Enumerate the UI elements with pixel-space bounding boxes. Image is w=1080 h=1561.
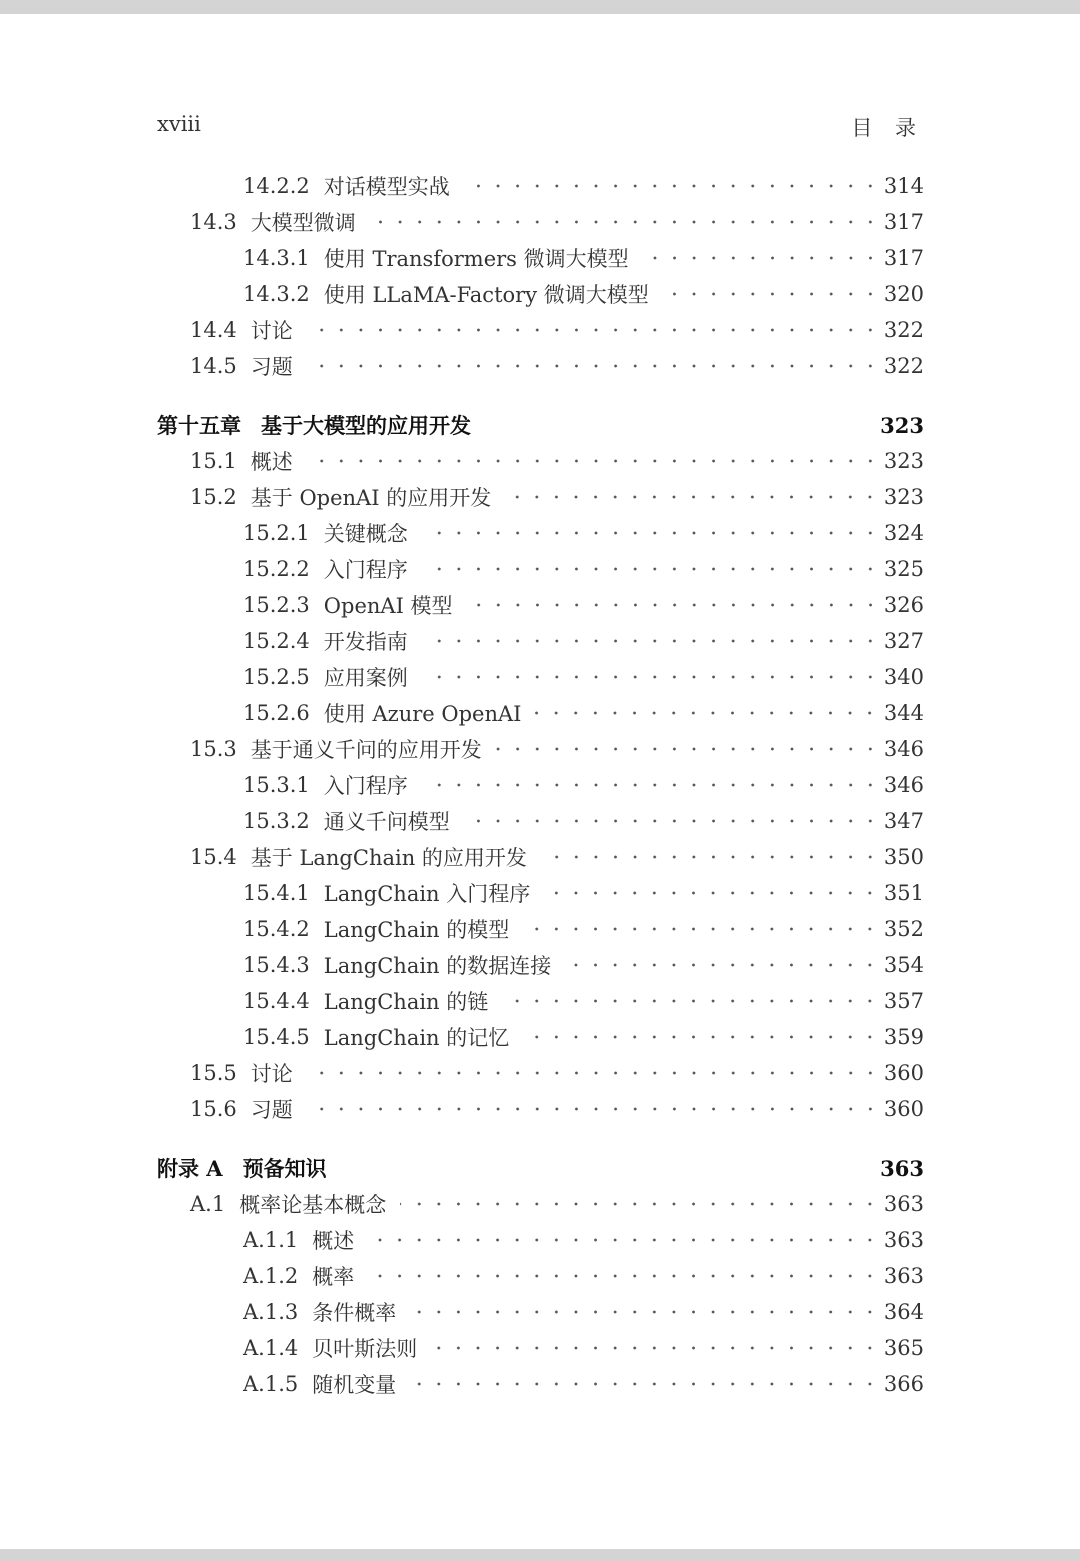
toc-entry[interactable] bbox=[157, 276, 924, 312]
dot-leader bbox=[535, 695, 879, 731]
toc-entry[interactable] bbox=[157, 551, 924, 587]
entry-number: 15.6 bbox=[190, 1097, 237, 1121]
toc-entry[interactable] bbox=[157, 1258, 924, 1294]
entry-number: 15.2.2 bbox=[243, 557, 310, 581]
entry-number: 15.1 bbox=[190, 449, 237, 473]
entry-number: 15.2.4 bbox=[243, 629, 310, 653]
entry-title: 对话模型实战 bbox=[323, 175, 450, 199]
entry-title: 习题 bbox=[250, 355, 293, 379]
toc-entry[interactable] bbox=[157, 911, 924, 947]
entry-page-number: 323 bbox=[880, 412, 924, 438]
entry-title: 概率 bbox=[312, 1265, 355, 1289]
entry-page-number: 325 bbox=[883, 557, 924, 581]
entry-number: 14.3.2 bbox=[243, 282, 310, 306]
entry-number: 15.2 bbox=[190, 485, 237, 509]
entry-number: 14.4 bbox=[190, 318, 237, 342]
dot-leader bbox=[431, 1330, 880, 1366]
entry-number: A.1.5 bbox=[243, 1372, 299, 1396]
dot-leader bbox=[467, 587, 880, 623]
dot-leader bbox=[523, 1019, 880, 1055]
entry-page-number: 363 bbox=[883, 1264, 924, 1288]
entry-number: A.1 bbox=[190, 1192, 226, 1216]
entry-page-number: 360 bbox=[883, 1061, 924, 1085]
toc-entry[interactable] bbox=[157, 803, 924, 839]
toc-entry[interactable] bbox=[157, 731, 924, 767]
toc-entry[interactable] bbox=[157, 875, 924, 911]
toc-entry[interactable] bbox=[157, 1366, 924, 1402]
entry-page-number: 323 bbox=[883, 449, 924, 473]
dot-leader bbox=[368, 1258, 880, 1294]
entry-page-number: 327 bbox=[883, 629, 924, 653]
entry-page-number: 340 bbox=[883, 665, 924, 689]
dot-leader bbox=[370, 204, 880, 240]
entry-number: 附录 A bbox=[157, 1156, 223, 1181]
entry-page-number: 322 bbox=[883, 354, 924, 378]
entry-title: 开发指南 bbox=[323, 630, 408, 654]
dot-leader bbox=[643, 240, 880, 276]
dot-leader bbox=[544, 875, 880, 911]
dot-leader bbox=[368, 1222, 880, 1258]
dot-leader bbox=[464, 803, 880, 839]
entry-number: 15.3 bbox=[190, 737, 237, 761]
toc-entry[interactable] bbox=[157, 168, 924, 204]
entry-page-number: 357 bbox=[883, 989, 924, 1013]
dot-leader bbox=[464, 168, 880, 204]
entry-number: 15.4.5 bbox=[243, 1025, 310, 1049]
entry-number: 15.2.3 bbox=[243, 593, 310, 617]
entry-title: 概述 bbox=[250, 450, 293, 474]
entry-title: OpenAI 模型 bbox=[323, 594, 453, 618]
entry-number: 15.3.2 bbox=[243, 809, 310, 833]
entry-page-number: 317 bbox=[883, 246, 924, 270]
entry-page-number: 347 bbox=[883, 809, 924, 833]
entry-title: 大模型微调 bbox=[250, 211, 356, 235]
entry-page-number: 317 bbox=[883, 210, 924, 234]
entry-page-number: 346 bbox=[883, 773, 924, 797]
entry-title: 使用 Azure OpenAI bbox=[323, 702, 522, 726]
dot-leader bbox=[505, 479, 880, 515]
entry-page-number: 326 bbox=[883, 593, 924, 617]
entry-page-number: 365 bbox=[883, 1336, 924, 1360]
entry-page-number: 366 bbox=[883, 1372, 924, 1396]
entry-number: 14.3 bbox=[190, 210, 237, 234]
dot-leader bbox=[307, 312, 880, 348]
toc-entry[interactable] bbox=[157, 587, 924, 623]
entry-title: 基于 LangChain 的应用开发 bbox=[250, 846, 527, 870]
entry-number: 15.4.3 bbox=[243, 953, 310, 977]
toc-entry[interactable] bbox=[157, 695, 924, 731]
entry-title: 贝叶斯法则 bbox=[312, 1337, 418, 1361]
entry-title: 基于通义千问的应用开发 bbox=[250, 738, 482, 762]
entry-number: 15.2.1 bbox=[243, 521, 310, 545]
toc-entry[interactable] bbox=[157, 1222, 924, 1258]
entry-page-number: 346 bbox=[883, 737, 924, 761]
entry-page-number: 352 bbox=[883, 917, 924, 941]
entry-number: 15.4.2 bbox=[243, 917, 310, 941]
dot-leader bbox=[422, 515, 880, 551]
entry-title: 关键概念 bbox=[323, 522, 408, 546]
entry-page-number: 363 bbox=[883, 1192, 924, 1216]
toc-entry[interactable] bbox=[157, 1055, 924, 1091]
entry-title: LangChain 的记忆 bbox=[323, 1026, 510, 1050]
dot-leader bbox=[400, 1186, 880, 1222]
entry-number: 15.2.5 bbox=[243, 665, 310, 689]
toc-entry[interactable] bbox=[157, 623, 924, 659]
entry-number: 14.5 bbox=[190, 354, 237, 378]
entry-page-number: 344 bbox=[883, 701, 924, 725]
entry-title: 基于 OpenAI 的应用开发 bbox=[250, 486, 492, 510]
top-border bbox=[0, 0, 1080, 14]
entry-title: 讨论 bbox=[250, 319, 293, 343]
entry-title: 通义千问模型 bbox=[323, 810, 450, 834]
entry-number: 14.2.2 bbox=[243, 174, 310, 198]
toc-entry[interactable] bbox=[157, 1019, 924, 1055]
entry-title: 预备知识 bbox=[242, 1156, 327, 1181]
entry-title: 随机变量 bbox=[312, 1373, 397, 1397]
entry-title: LangChain 入门程序 bbox=[323, 882, 531, 906]
toc-entry[interactable] bbox=[157, 659, 924, 695]
entry-page-number: 351 bbox=[883, 881, 924, 905]
entry-title: 讨论 bbox=[250, 1062, 293, 1086]
dot-leader bbox=[410, 1366, 880, 1402]
entry-title: 应用案例 bbox=[323, 666, 408, 690]
dot-leader bbox=[422, 623, 880, 659]
entry-title: 概述 bbox=[312, 1229, 355, 1253]
entry-page-number: 354 bbox=[883, 953, 924, 977]
dot-leader bbox=[307, 1091, 880, 1127]
dot-leader bbox=[565, 947, 880, 983]
entry-page-number: 324 bbox=[883, 521, 924, 545]
dot-leader bbox=[485, 407, 876, 443]
dot-leader bbox=[307, 348, 880, 384]
dot-leader bbox=[541, 839, 880, 875]
dot-leader bbox=[410, 1294, 880, 1330]
entry-page-number: 323 bbox=[883, 485, 924, 509]
entry-page-number: 363 bbox=[883, 1228, 924, 1252]
toc-entry[interactable] bbox=[157, 348, 924, 384]
entry-title: 使用 LLaMA-Factory 微调大模型 bbox=[323, 283, 649, 307]
toc-entry[interactable] bbox=[157, 767, 924, 803]
dot-leader bbox=[663, 276, 880, 312]
toc-entry[interactable] bbox=[157, 839, 924, 875]
dot-leader bbox=[422, 659, 880, 695]
entry-page-number: 350 bbox=[883, 845, 924, 869]
dot-leader bbox=[341, 1150, 877, 1186]
toc-entry[interactable] bbox=[157, 983, 924, 1019]
toc-entry[interactable] bbox=[157, 947, 924, 983]
bottom-border bbox=[0, 1549, 1080, 1561]
entry-title: 习题 bbox=[250, 1098, 293, 1122]
toc-entry[interactable] bbox=[157, 479, 924, 515]
entry-page-number: 360 bbox=[883, 1097, 924, 1121]
entry-title: LangChain 的链 bbox=[323, 990, 489, 1014]
dot-leader bbox=[496, 731, 880, 767]
entry-number: 15.5 bbox=[190, 1061, 237, 1085]
entry-number: 15.4.4 bbox=[243, 989, 310, 1013]
dot-leader bbox=[422, 767, 880, 803]
entry-number: 第十五章 bbox=[157, 413, 241, 438]
entry-number: 14.3.1 bbox=[243, 246, 310, 270]
toc-entry[interactable] bbox=[157, 204, 924, 240]
page-number: xviii bbox=[157, 112, 201, 136]
entry-number: A.1.2 bbox=[243, 1264, 299, 1288]
running-header bbox=[157, 112, 924, 142]
section-title: 目 录 bbox=[851, 116, 924, 140]
entry-page-number: 314 bbox=[883, 174, 924, 198]
entry-page-number: 322 bbox=[883, 318, 924, 342]
entry-title: 入门程序 bbox=[323, 558, 408, 582]
entry-title: LangChain 的模型 bbox=[323, 918, 510, 942]
entry-number: 15.2.6 bbox=[243, 701, 310, 725]
entry-number: A.1.3 bbox=[243, 1300, 299, 1324]
entry-title: 入门程序 bbox=[323, 774, 408, 798]
toc-entry[interactable] bbox=[157, 1330, 924, 1366]
toc-entry[interactable] bbox=[157, 1186, 924, 1222]
dot-leader bbox=[307, 443, 880, 479]
entry-title: LangChain 的数据连接 bbox=[323, 954, 552, 978]
toc-chapter-entry[interactable] bbox=[157, 1150, 924, 1186]
entry-title: 条件概率 bbox=[312, 1301, 397, 1325]
entry-number: 15.4.1 bbox=[243, 881, 310, 905]
entry-number: 15.4 bbox=[190, 845, 237, 869]
entry-title: 使用 Transformers 微调大模型 bbox=[323, 247, 629, 271]
entry-page-number: 363 bbox=[880, 1155, 924, 1181]
dot-leader bbox=[502, 983, 880, 1019]
dot-leader bbox=[422, 551, 880, 587]
entry-number: A.1.1 bbox=[243, 1228, 299, 1252]
entry-page-number: 364 bbox=[883, 1300, 924, 1324]
toc-chapter-entry[interactable] bbox=[157, 407, 924, 443]
dot-leader bbox=[307, 1055, 880, 1091]
entry-number: A.1.4 bbox=[243, 1336, 299, 1360]
toc-entry[interactable] bbox=[157, 443, 924, 479]
toc-entry[interactable] bbox=[157, 312, 924, 348]
toc-entry[interactable] bbox=[157, 1091, 924, 1127]
entry-page-number: 359 bbox=[883, 1025, 924, 1049]
entry-number: 15.3.1 bbox=[243, 773, 310, 797]
entry-title: 概率论基本概念 bbox=[239, 1193, 387, 1217]
table-of-contents bbox=[157, 168, 924, 1402]
entry-title: 基于大模型的应用开发 bbox=[261, 413, 471, 438]
dot-leader bbox=[523, 911, 880, 947]
entry-page-number: 320 bbox=[883, 282, 924, 306]
toc-entry[interactable] bbox=[157, 1294, 924, 1330]
toc-entry[interactable] bbox=[157, 240, 924, 276]
toc-entry[interactable] bbox=[157, 515, 924, 551]
